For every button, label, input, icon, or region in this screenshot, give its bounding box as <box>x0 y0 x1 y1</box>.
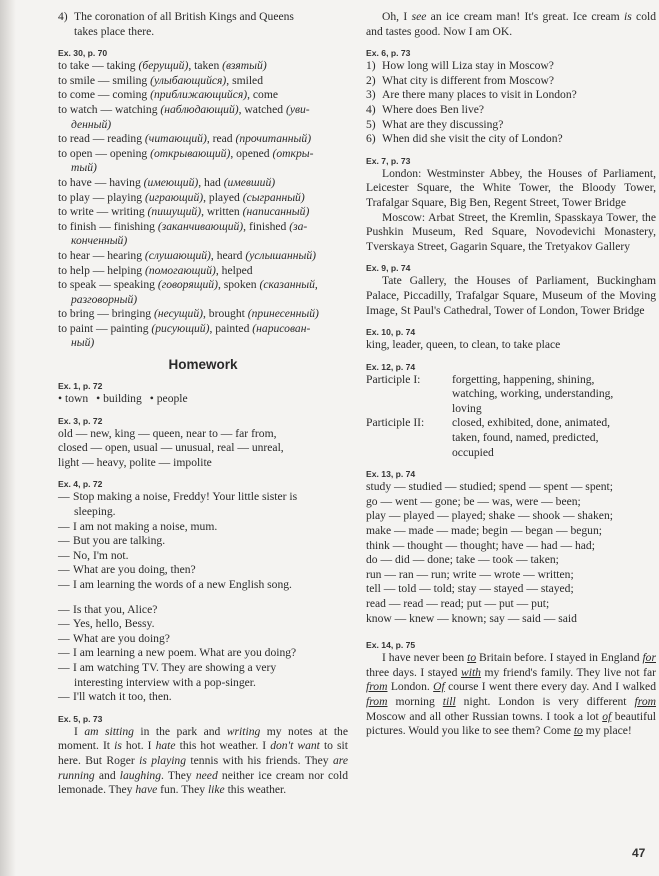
paragraph: London: Westminster Abbey, the Houses of Parliament, Leicester Square, the White Tower, the Bloody Tower, Trafalgar Square, Big Ben, Regent Street, Tower Bridge <box>366 166 656 209</box>
verb-row: to read — reading (читающий), read (прочитанный) <box>58 132 312 146</box>
dialogue-line: — But you are talking. <box>58 534 166 548</box>
list-item <box>58 10 348 25</box>
verb-row: to finish — finishing (заканчивающий), finished (за- <box>58 219 308 233</box>
list-text: The coronation of all British Kings and Queens <box>74 10 294 23</box>
text-line: do — did — done; take — took — taken; <box>366 553 559 567</box>
text-line: light — heavy, polite — impolite <box>58 455 212 469</box>
dialogue-line-continued: sleeping. <box>74 505 116 519</box>
bullet-item: • people <box>150 392 188 407</box>
verb-row-continued: разговорный) <box>71 292 138 306</box>
dialogue-line-continued: interesting interview with a pop-singer. <box>74 675 256 689</box>
text-line: run — ran — run; write — wrote — written; <box>366 567 574 581</box>
text-line: closed — open, usual — unusual, real — unreal, <box>58 441 284 455</box>
bullet-list <box>58 392 348 407</box>
dialogue-line: — I'll watch it too, then. <box>58 690 172 704</box>
text-line: know — knew — known; say — said — said <box>366 611 577 625</box>
participle-row: loving <box>452 401 482 415</box>
list-item: 6) When did she visit the city of London? <box>366 132 563 146</box>
book-spine-shadow <box>0 0 16 876</box>
verb-row: to write — writing (пишущий), written (написанный) <box>58 205 310 219</box>
participle-row: Participle II: closed, exhibited, done, animated, <box>366 416 611 430</box>
dialogue-line: — I am learning a new poem. What are you doing? <box>58 646 297 660</box>
participle-row: taken, found, named, predicted, <box>452 431 599 445</box>
verb-row: to watch — watching (наблюдающий), watched (уви- <box>58 102 310 116</box>
dialogue-line: — What are you doing, then? <box>58 563 196 577</box>
exercise-label: Ex. 4, p. 72 <box>58 479 103 490</box>
verb-row: to open — opening (открывающий), opened (откры- <box>58 146 314 160</box>
dialogue-line: — I am watching TV. They are showing a very <box>58 660 277 674</box>
paragraph: Moscow: Arbat Street, the Kremlin, Spasskaya Tower, the Pushkin Museum, Red Square, Novodevichi Monastery, Tverskaya Street, Gagarin Square, the Tretyakov Gallery <box>366 210 656 253</box>
verb-row: to speak — speaking (говорящий), spoken (сказанный, <box>58 278 318 292</box>
verb-row: to help — helping (помогающий), helped <box>58 263 253 277</box>
exercise-label: Ex. 14, p. 75 <box>366 640 416 651</box>
dialogue-line: — What are you doing? <box>58 631 170 645</box>
exercise-label: Ex. 12, p. 74 <box>366 361 416 372</box>
text-line: play — played — played; shake — shook — shaken; <box>366 509 613 523</box>
exercise-label: Ex. 3, p. 72 <box>58 415 103 426</box>
exercise-label: Ex. 30, p. 70 <box>58 48 108 59</box>
bullet-item: • building <box>96 392 142 407</box>
exercise-label: Ex. 5, p. 73 <box>58 713 103 724</box>
page-number: 47 <box>632 846 646 860</box>
homework-heading: Homework <box>168 357 238 373</box>
dialogue-line: — Is that you, Alice? <box>58 602 158 616</box>
verb-row-continued: конченный) <box>71 234 128 248</box>
list-item: 3) Are there many places to visit in London? <box>366 88 577 102</box>
verb-row: to bring — bringing (несущий), brought (принесенный) <box>58 307 319 321</box>
exercise-label: Ex. 7, p. 73 <box>366 155 411 166</box>
verb-row-continued: ный) <box>71 336 95 350</box>
verb-row-continued: тый) <box>71 161 97 175</box>
text-line: king, leader, queen, to clean, to take place <box>366 338 561 352</box>
dialogue-line: — Stop making a noise, Freddy! Your little sister is <box>58 490 298 504</box>
verb-row: to have — having (имеющий), had (имевший) <box>58 175 276 189</box>
text-line: old — new, king — queen, near to — far from, <box>58 426 277 440</box>
paragraph: Oh, I see an ice cream man! It's great. Ice cream is cold and tastes good. Now I am OK. <box>366 10 657 38</box>
participle-row: occupied <box>452 445 494 459</box>
bullet-item: • town <box>58 392 88 407</box>
right-column <box>366 10 656 739</box>
text-line: tell — told — told; stay — stayed — stayed; <box>366 582 574 596</box>
list-text-continued: takes place there. <box>74 24 155 38</box>
verb-row-continued: денный) <box>71 117 112 131</box>
list-item: 5) What are they discussing? <box>366 117 504 131</box>
exercise-label: Ex. 13, p. 74 <box>366 469 416 480</box>
list-item: 1) How long will Liza stay in Moscow? <box>366 59 554 73</box>
paragraph: I am sitting in the park and writing my notes at the moment. It is hot. I hate this hot weather. I don't want to sit here. But Roger is playing tennis with his friends. They are running and laughing. They need neither ice cream nor cold lemonade. They have fun. They like this weather. <box>58 724 348 797</box>
participle-row: watching, working, understanding, <box>452 387 614 401</box>
list-item: 2) What city is different from Moscow? <box>366 73 555 87</box>
paragraph: I have never been to Britain before. I stayed in England for three days. I stayed with my friend's family. They live not far from London. Of course I went there every day. And I walked from morning till night. London is very different from Moscow and all other Russian towns. I took a lot of beautiful pictures. Would you like to see them? Come to my place! <box>366 651 656 738</box>
verb-row: to paint — painting (рисующий), painted (нарисован- <box>58 321 311 335</box>
exercise-label: Ex. 10, p. 74 <box>366 327 416 338</box>
list-number: 4) <box>58 10 68 23</box>
list-item: 4) Where does Ben live? <box>366 102 485 116</box>
text-line: make — made — made; begin — began — begun; <box>366 524 602 538</box>
verb-row: to smile — smiling (улыбающийся), smiled <box>58 73 263 87</box>
dialogue-line: — I am learning the words of a new English song. <box>58 578 292 591</box>
paragraph: Tate Gallery, the Houses of Parliament, Buckingham Palace, Piccadilly, Trafalgar Square, Museum of the Moving Image, St Paul's Cathedral, Tower of London, Tower Bridge <box>366 274 656 317</box>
verb-row: to take — taking (берущий), taken (взятый) <box>58 59 267 73</box>
verb-row: to come — coming (приближающийся), come <box>58 88 278 102</box>
dialogue-line: — No, I'm not. <box>58 548 129 562</box>
text-line: go — went — gone; be — was, were — been; <box>366 494 581 508</box>
dialogue-line: — Yes, hello, Bessy. <box>58 617 155 631</box>
text-line: think — thought — thought; have — had — had; <box>366 538 595 552</box>
participle-row: Participle I: forgetting, happening, shining, <box>366 372 595 386</box>
verb-row: to play — playing (играющий), played (сыгранный) <box>58 190 305 204</box>
exercise-label: Ex. 1, p. 72 <box>58 381 103 392</box>
exercise-label: Ex. 6, p. 73 <box>366 48 411 59</box>
verb-row: to hear — hearing (слушающий), heard (услышанный) <box>58 248 316 262</box>
exercise-label: Ex. 9, p. 74 <box>366 263 411 274</box>
text-line: study — studied — studied; spend — spent — spent; <box>366 480 614 494</box>
text-line: read — read — read; put — put — put; <box>366 597 550 610</box>
dialogue-line: — I am not making a noise, mum. <box>58 519 218 533</box>
left-column <box>58 10 348 798</box>
